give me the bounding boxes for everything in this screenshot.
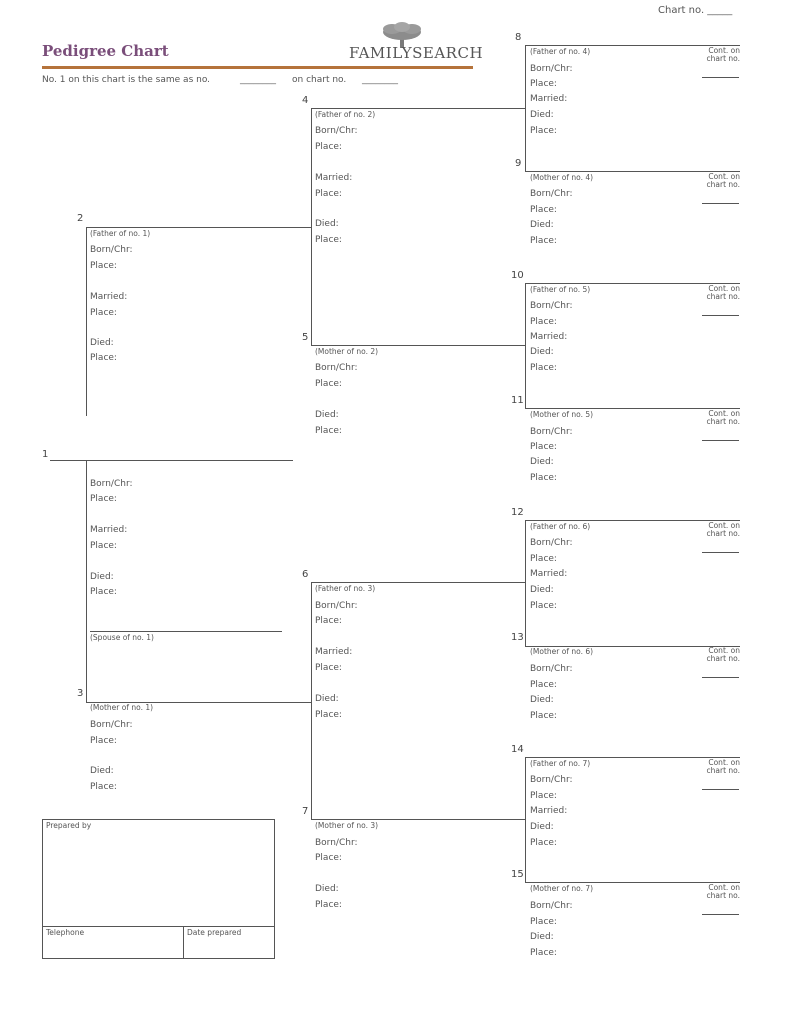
married-label: Married: [530,332,568,342]
cont-label: Cont. on chart no. [706,646,740,663]
person-number: 4 [302,95,309,106]
role-label: (Father of no. 5) [530,285,591,294]
place-label: Place: [530,917,557,927]
place-label: Place: [315,900,342,910]
role-label: (Mother of no. 2) [315,347,379,356]
born-label: Born/Chr: [530,664,573,674]
on-chart-input[interactable]: ________ [362,75,398,85]
cont-input[interactable] [702,789,739,790]
died-label: Died: [530,220,554,230]
prepared-by-box[interactable] [42,819,275,959]
telephone-label: Telephone [46,928,85,937]
role-label: (Father of no. 3) [315,584,376,593]
place-label: Place: [530,948,557,958]
died-label: Died: [315,219,339,229]
place-label: Place: [315,142,342,152]
place-label: Place: [90,353,117,363]
connector-6-7 [311,582,312,820]
place-label: Place: [530,363,557,373]
cont-label: Cont. on chart no. [706,883,740,900]
role-label: (Mother of no. 6) [530,647,594,656]
cont-label: Cont. on chart no. [706,46,740,63]
place-label: Place: [90,782,117,792]
name-line-6[interactable] [311,582,526,583]
prepared-column-divider [183,926,184,959]
place-label: Place: [530,317,557,327]
cont-label: Cont. on chart no. [706,521,740,538]
name-line-7[interactable] [311,819,526,820]
role-label: (Father of no. 6) [530,522,591,531]
cont-label: Cont. on chart no. [706,758,740,775]
born-label: Born/Chr: [90,479,133,489]
born-label: Born/Chr: [530,538,573,548]
place-label: Place: [530,473,557,483]
place-label: Place: [530,205,557,215]
page-title: Pedigree Chart [42,42,169,60]
person-number: 11 [511,395,524,406]
name-line-5[interactable] [311,345,526,346]
cont-input[interactable] [702,315,739,316]
married-label: Married: [315,647,353,657]
role-label: (Father of no. 4) [530,47,591,56]
spouse-label: (Spouse of no. 1) [90,633,154,642]
married-label: Married: [90,525,128,535]
role-label: (Mother of no. 3) [315,821,379,830]
on-chart-text: on chart no. [292,75,347,85]
cont-input[interactable] [702,552,739,553]
name-line-2[interactable] [86,227,312,228]
place-label: Place: [315,663,342,673]
married-label: Married: [90,292,128,302]
place-label: Place: [315,189,342,199]
cont-input[interactable] [702,914,739,915]
prepared-by-label: Prepared by [46,821,92,830]
role-label: (Mother of no. 7) [530,884,594,893]
place-label: Place: [90,736,117,746]
place-label: Place: [315,235,342,245]
place-label: Place: [315,853,342,863]
person-number: 1 [42,449,49,460]
died-label: Died: [90,766,114,776]
person-number: 6 [302,569,309,580]
died-label: Died: [315,410,339,420]
name-line-1[interactable] [50,460,293,461]
died-label: Died: [530,110,554,120]
born-label: Born/Chr: [90,720,133,730]
died-label: Died: [530,457,554,467]
place-label: Place: [530,236,557,246]
connector-2 [86,228,87,416]
cont-label: Cont. on chart no. [706,409,740,426]
chart-number-label: Chart no. _____ [658,5,733,16]
cont-input[interactable] [702,77,739,78]
cont-input[interactable] [702,440,739,441]
place-label: Place: [530,711,557,721]
prepared-divider [42,926,275,927]
person-number: 15 [511,869,524,880]
died-label: Died: [530,822,554,832]
born-label: Born/Chr: [530,427,573,437]
person-number: 8 [515,32,522,43]
place-label: Place: [90,541,117,551]
date-prepared-label: Date prepared [187,928,242,937]
died-label: Died: [90,338,114,348]
cont-label: Cont. on chart no. [706,284,740,301]
no1-same-as-input[interactable]: ________ [240,75,276,85]
place-label: Place: [90,587,117,597]
logo-wordmark: FAMILYSEARCH [349,44,484,62]
role-label: (Father of no. 2) [315,110,376,119]
connector-10-11 [525,283,526,409]
role-label: (Mother of no. 1) [90,703,154,712]
born-label: Born/Chr: [90,245,133,255]
married-label: Married: [530,94,568,104]
place-label: Place: [315,426,342,436]
person-number: 13 [511,632,524,643]
born-label: Born/Chr: [530,775,573,785]
place-label: Place: [530,838,557,848]
born-label: Born/Chr: [530,189,573,199]
cont-input[interactable] [702,677,739,678]
connector-1-3 [86,460,87,702]
married-label: Married: [315,173,353,183]
role-label: (Mother of no. 4) [530,173,594,182]
spouse-line[interactable] [90,631,282,632]
role-label: (Father of no. 1) [90,229,151,238]
place-label: Place: [530,680,557,690]
died-label: Died: [530,347,554,357]
place-label: Place: [530,442,557,452]
place-label: Place: [530,791,557,801]
place-label: Place: [315,710,342,720]
person-number: 3 [77,688,84,699]
person-number: 5 [302,332,309,343]
place-label: Place: [530,554,557,564]
place-label: Place: [530,601,557,611]
born-label: Born/Chr: [315,601,358,611]
place-label: Place: [315,616,342,626]
died-label: Died: [315,884,339,894]
role-label: (Father of no. 7) [530,759,591,768]
cont-label: Cont. on chart no. [706,172,740,189]
place-label: Place: [315,379,342,389]
born-label: Born/Chr: [530,301,573,311]
married-label: Married: [530,569,568,579]
born-label: Born/Chr: [530,901,573,911]
died-label: Died: [530,932,554,942]
died-label: Died: [530,695,554,705]
place-label: Place: [90,494,117,504]
person-number: 9 [515,158,522,169]
cont-input[interactable] [702,203,739,204]
person-number: 10 [511,270,524,281]
died-label: Died: [530,585,554,595]
connector-14-15 [525,757,526,883]
place-label: Place: [90,261,117,271]
name-line-4[interactable] [311,108,526,109]
died-label: Died: [90,572,114,582]
header-accent-rule [42,66,473,69]
born-label: Born/Chr: [315,126,358,136]
person-number: 12 [511,507,524,518]
born-label: Born/Chr: [315,838,358,848]
person-number: 7 [302,806,309,817]
married-label: Married: [530,806,568,816]
role-label: (Mother of no. 5) [530,410,594,419]
connector-12-13 [525,520,526,646]
place-label: Place: [530,126,557,136]
place-label: Place: [90,308,117,318]
born-label: Born/Chr: [315,363,358,373]
born-label: Born/Chr: [530,64,573,74]
place-label: Place: [530,79,557,89]
no1-same-as-text: No. 1 on this chart is the same as no. [42,75,211,85]
person-number: 2 [77,213,84,224]
died-label: Died: [315,694,339,704]
person-number: 14 [511,744,524,755]
